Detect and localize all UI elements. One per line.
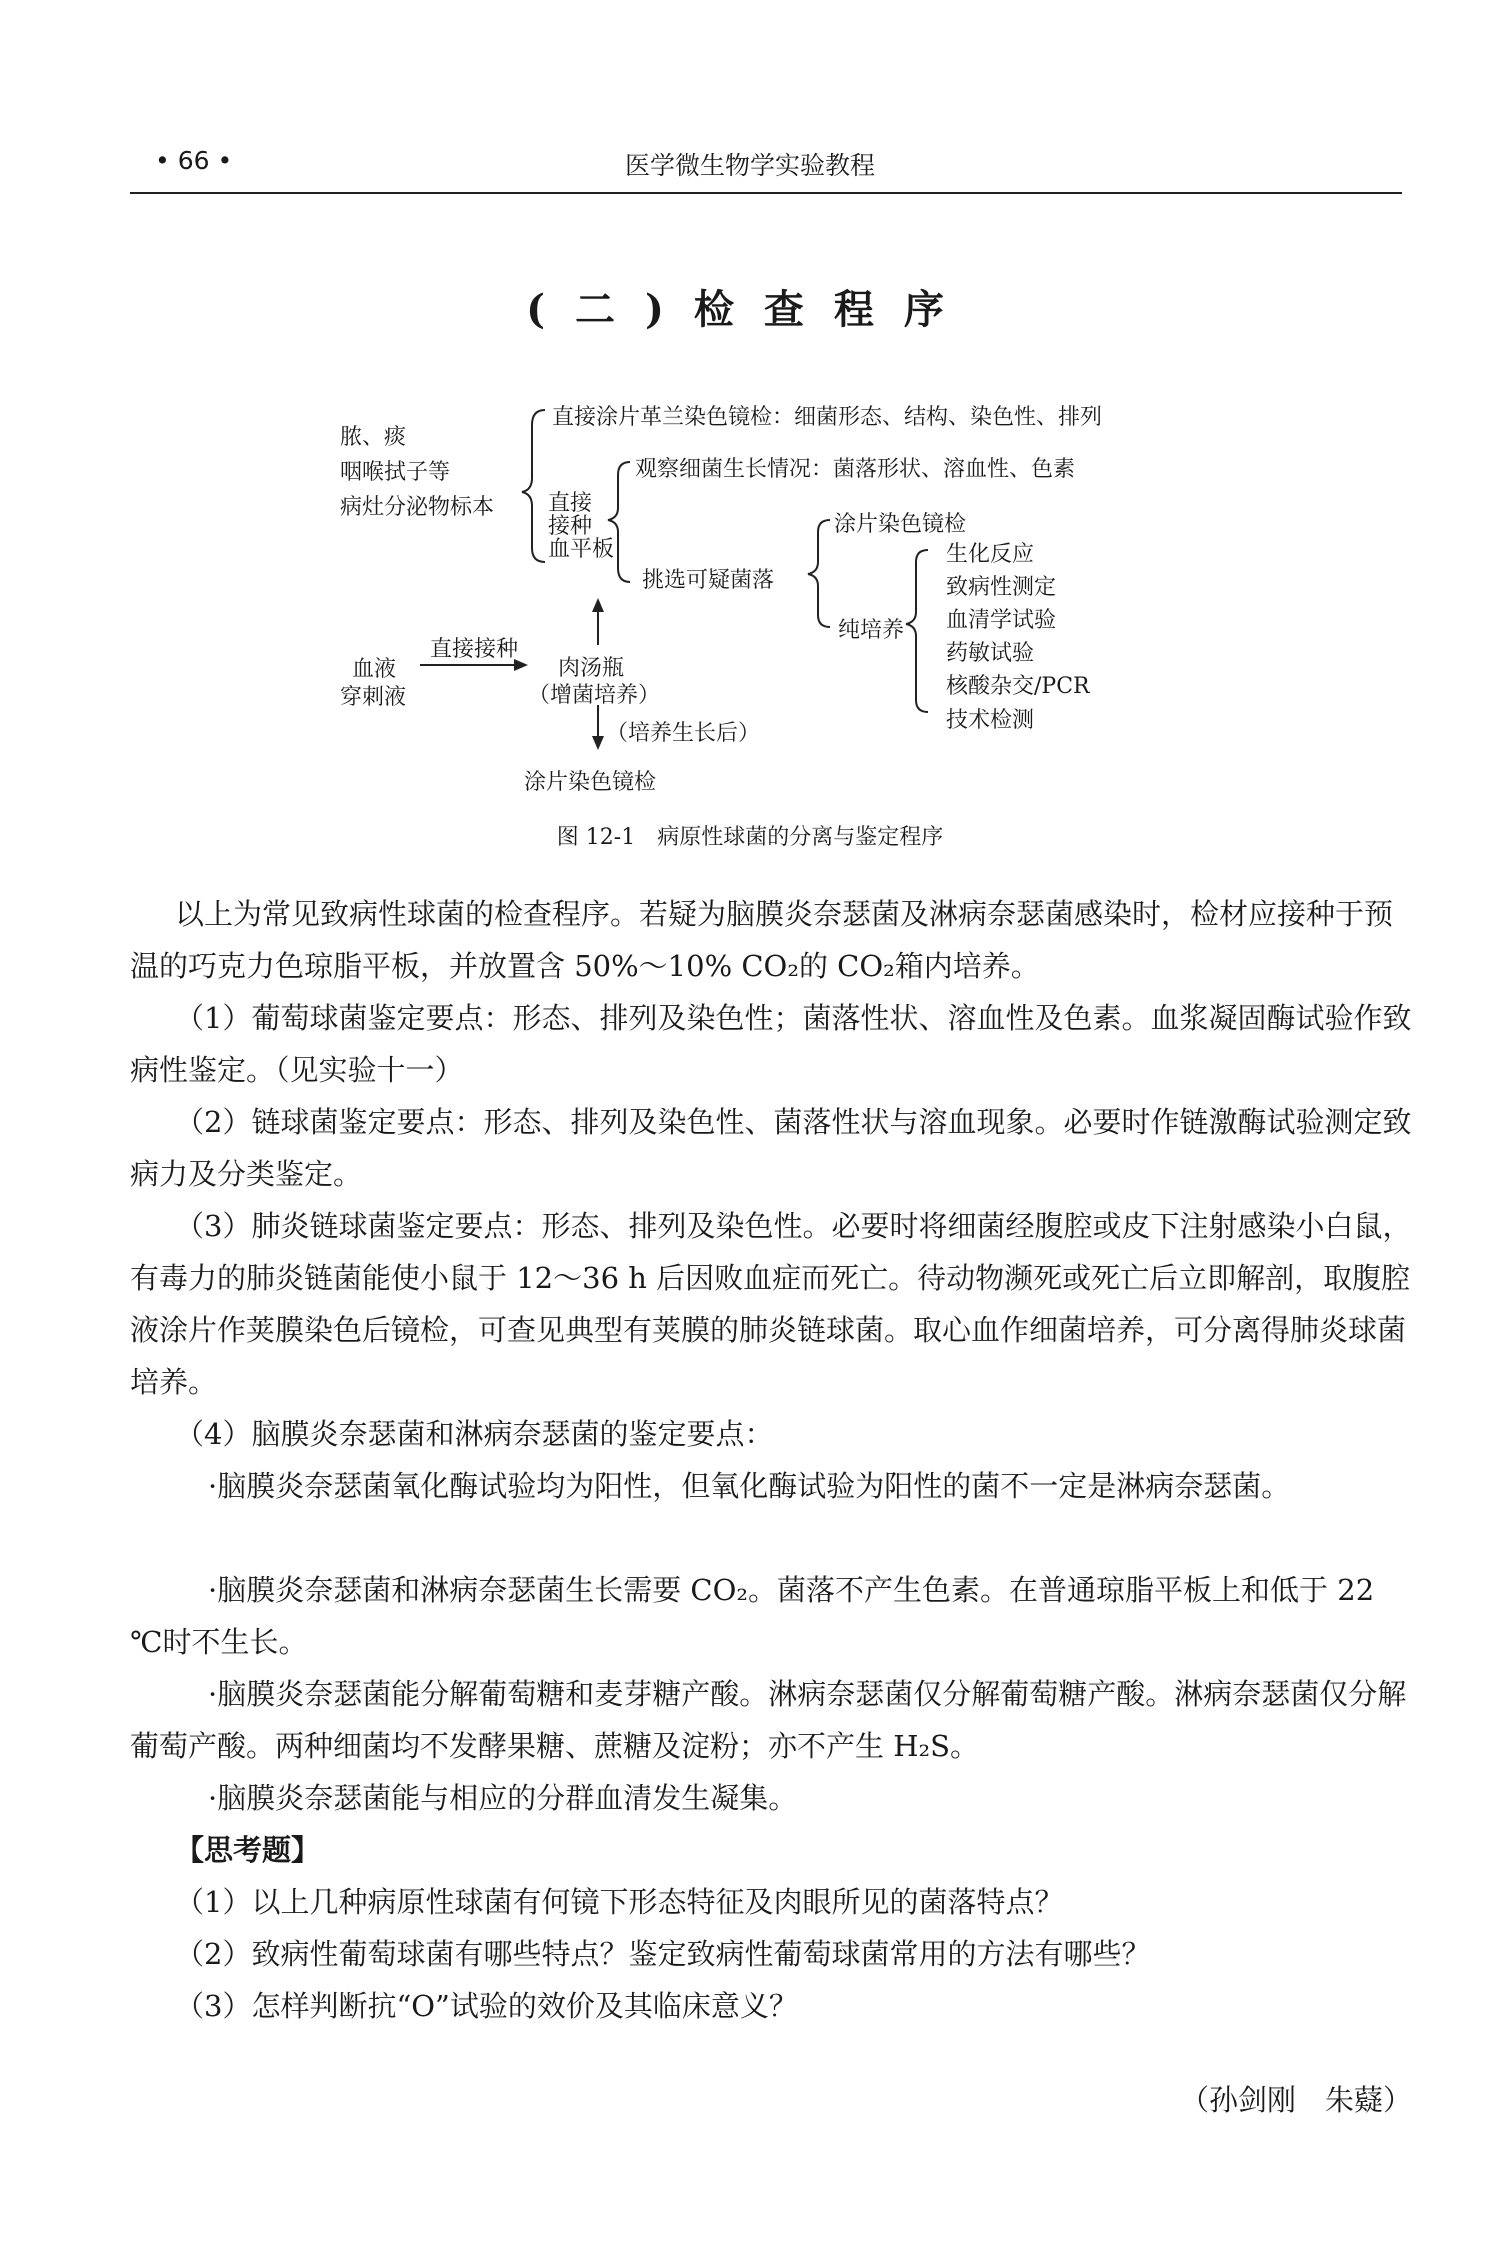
page-number: • 66 • xyxy=(155,146,233,175)
bullet-item: ·脑膜炎奈瑟菌能与相应的分群血清发生凝集。 xyxy=(208,1781,798,1815)
broth-smear-step: 涂片染色镜检 xyxy=(524,770,657,795)
blood-label-2: 穿刺液 xyxy=(340,685,407,710)
paragraph-intro: 以上为常见致病性球菌的检查程序。若疑为脑膜炎奈瑟菌及淋病奈瑟菌感染时，检材应接种于预温的巧克力色琼脂平板，并放置含 50%～10% CO₂的 CO₂箱内培养。 xyxy=(130,897,1394,983)
specimen-label-3: 病灶分泌物标本 xyxy=(340,495,495,520)
specimen-label-1: 脓、痰 xyxy=(340,425,407,450)
test-item: 致病性测定 xyxy=(946,575,1057,600)
direct-smear-step: 直接涂片革兰染色镜检：细菌形态、结构、染色性、排列 xyxy=(552,405,1103,430)
authors: （孙剑刚 朱薿） xyxy=(1180,2083,1413,2117)
paragraph-neisseria-heading: （4）脑膜炎奈瑟菌和淋病奈瑟菌的鉴定要点： xyxy=(175,1417,774,1451)
direct-inoculate-label: 直接接种 xyxy=(430,637,519,662)
broth-label-2: （增菌培养） xyxy=(528,683,661,708)
observe-growth-step: 观察细菌生长情况：菌落形状、溶血性、色素 xyxy=(635,457,1076,482)
running-header-title: 医学微生物学实验教程 xyxy=(624,151,875,180)
plate-line-3: 血平板 xyxy=(548,537,615,562)
figure-caption: 图 12-1 病原性球菌的分离与鉴定程序 xyxy=(556,825,944,850)
test-item: 技术检测 xyxy=(946,708,1035,733)
paragraph-strep: （2）链球菌鉴定要点：形态、排列及染色性、菌落性状与溶血现象。必要时作链激酶试验测定致病力及分类鉴定。 xyxy=(130,1105,1412,1191)
bullet-item: ·脑膜炎奈瑟菌和淋病奈瑟菌生长需要 CO₂。菌落不产生色素。在普通琼脂平板上和低于 22 ℃时不生长。 xyxy=(130,1573,1375,1659)
test-item: 药敏试验 xyxy=(946,641,1035,666)
bullet-item: ·脑膜炎奈瑟菌氧化酶试验均为阳性，但氧化酶试验为阳性的菌不一定是淋病奈瑟菌。 xyxy=(208,1469,1291,1503)
pick-colony-step: 挑选可疑菌落 xyxy=(642,568,775,593)
after-culture-label: （培养生长后） xyxy=(606,721,761,746)
blood-label-1: 血液 xyxy=(352,657,397,682)
question-item: （3）怎样判断抗“O”试验的效价及其临床意义？ xyxy=(175,1989,798,2023)
plate-line-1: 直接 xyxy=(548,491,593,516)
question-item: （2）致病性葡萄球菌有哪些特点？鉴定致病性葡萄球菌常用的方法有哪些？ xyxy=(175,1937,1151,1971)
plate-inoculation-step xyxy=(548,492,614,561)
test-item: 生化反应 xyxy=(946,542,1035,567)
broth-label-1: 肉汤瓶 xyxy=(558,656,625,681)
paragraph-staph: （1）葡萄球菌鉴定要点：形态、排列及染色性；菌落性状、溶血性及色素。血浆凝固酶试验作致病性鉴定。（见实验十一） xyxy=(130,1001,1412,1087)
pure-culture-step: 纯培养 xyxy=(838,618,905,643)
paragraph-pneumo: （3）肺炎链球菌鉴定要点：形态、排列及染色性。必要时将细菌经腹腔或皮下注射感染小白鼠，有毒力的肺炎链菌能使小鼠于 12～36 h 后因败血症而死亡。待动物濒死或死亡后立即解剖，取腹腔液涂片作荚膜染色后镜检，可查见典型有荚膜的肺炎链球菌。取心血作细菌培养，可分离得肺炎球菌培养。 xyxy=(130,1209,1412,1399)
specimen-label-2: 咽喉拭子等 xyxy=(340,460,451,485)
question-item: （1）以上几种病原性球菌有何镜下形态特征及肉眼所见的菌落特点？ xyxy=(175,1885,1064,1919)
test-item: 血清学试验 xyxy=(946,608,1057,633)
smear-stain-step: 涂片染色镜检 xyxy=(834,512,967,537)
section-title: (二)检查程序 xyxy=(526,286,974,333)
test-item: 核酸杂交/PCR xyxy=(946,674,1090,699)
questions-heading: 【思考题】 xyxy=(175,1833,321,1867)
bullet-item: ·脑膜炎奈瑟菌能分解葡萄糖和麦芽糖产酸。淋病奈瑟菌仅分解葡萄糖产酸。淋病奈瑟菌仅分解葡萄产酸。两种细菌均不发酵果糖、蔗糖及淀粉；亦不产生 H₂S。 xyxy=(130,1677,1407,1763)
plate-line-2: 接种 xyxy=(548,514,593,539)
